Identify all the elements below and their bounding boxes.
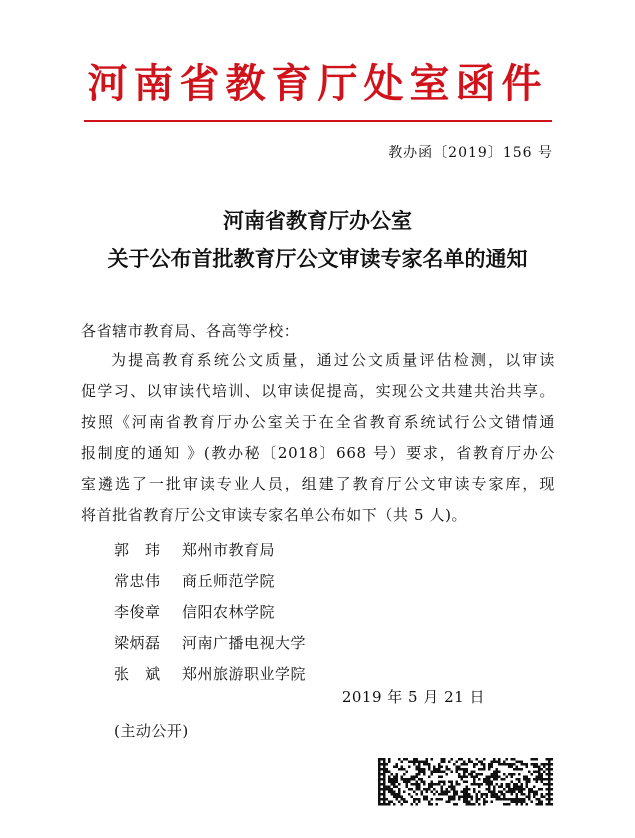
expert-list (114, 535, 306, 690)
expert-organization: 商丘师范学院 (182, 572, 276, 590)
list-item (114, 597, 306, 628)
body-line: 室遴选了一批审读专业人员，组建了教育厅公文审读专家库，现 (81, 475, 555, 493)
expert-name: 常忠伟 (114, 572, 161, 590)
list-item (114, 535, 306, 566)
body-paragraph (81, 346, 555, 532)
issue-date: 2019 年 5 月 21 日 (341, 688, 485, 706)
disclosure-note: (主动公开) (114, 722, 189, 740)
body-line: 为提高教育系统公文质量，通过公文质量评估检测，以审读 (111, 351, 555, 369)
body-line: 按照《河南省教育厅办公室关于在全省教育系统试行公文错情通 (81, 413, 555, 431)
document-number: 教办函〔2019〕156 号 (388, 145, 553, 161)
document-title-line-2: 关于公布首批教育厅公文审读专家名单的通知 (107, 246, 528, 271)
barcode-icon (378, 758, 553, 806)
salutation: 各省辖市教育局、各高等学校： (81, 322, 300, 340)
expert-name: 李俊章 (114, 603, 161, 621)
list-item (114, 628, 306, 659)
body-line: 报制度的通知 》(教办秘〔2018〕668 号）要求，省教育厅办公 (81, 444, 555, 462)
masthead-rule (84, 120, 552, 122)
list-item (114, 566, 306, 597)
expert-name: 梁炳磊 (114, 634, 161, 652)
expert-name: 郭 玮 (114, 541, 161, 559)
expert-organization: 信阳农林学院 (182, 603, 276, 621)
expert-name: 张 斌 (114, 665, 161, 683)
expert-organization: 郑州旅游职业学院 (182, 665, 307, 683)
masthead-title: 河南省教育厅处室函件 (87, 60, 548, 107)
expert-organization: 河南广播电视大学 (182, 634, 307, 652)
body-line: 促学习、以审读代培训、以审读促提高，实现公文共建共治共享。 (81, 382, 555, 400)
list-item (114, 659, 306, 690)
body-line: 将首批省教育厅公文审读专家名单公布如下（共 5 人)。 (81, 506, 468, 524)
expert-organization: 郑州市教育局 (182, 541, 276, 559)
document-title-line-1: 河南省教育厅办公室 (223, 208, 412, 233)
